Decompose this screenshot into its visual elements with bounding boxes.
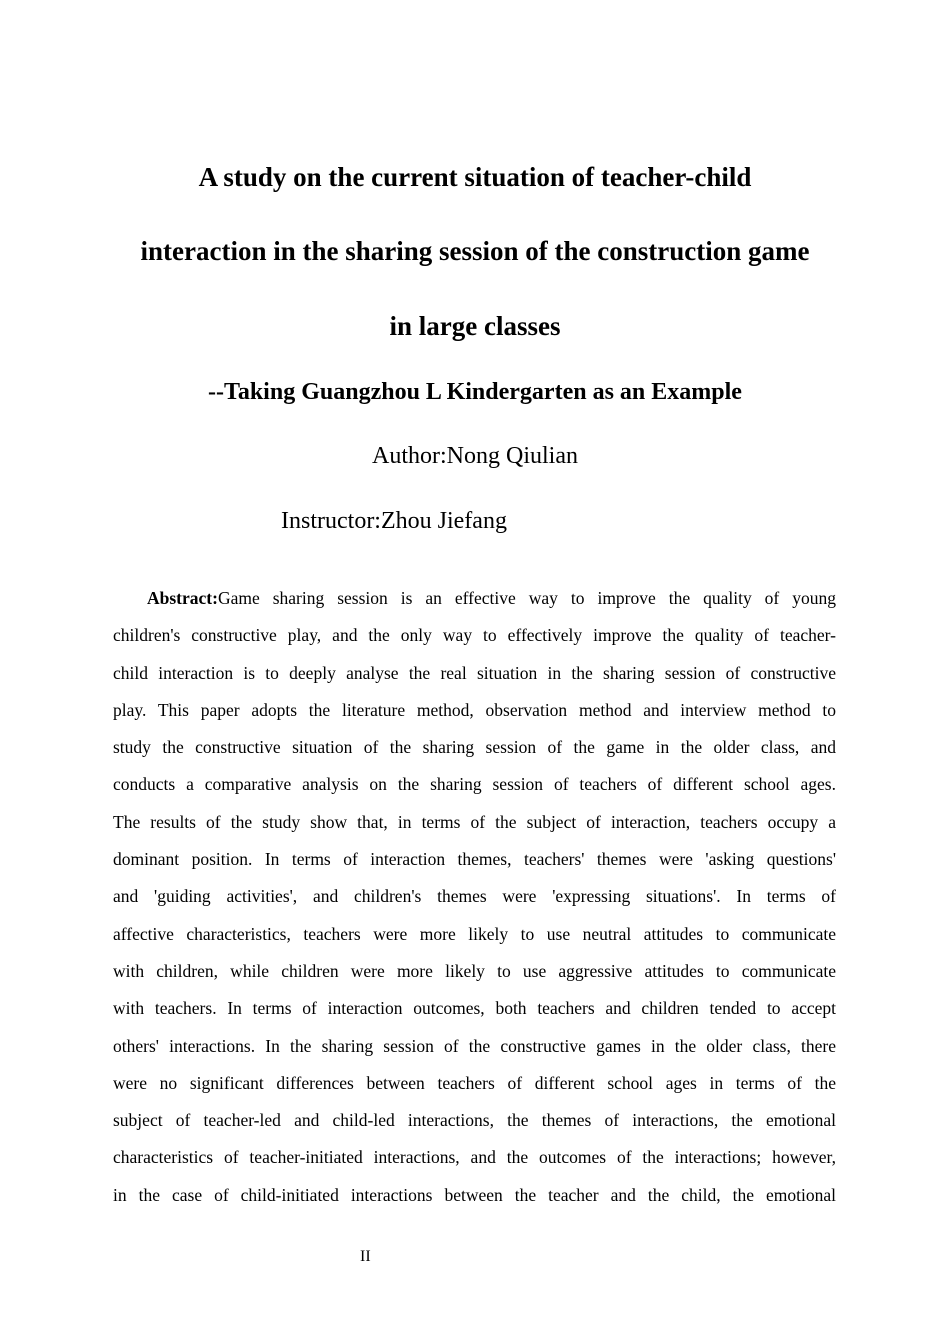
abstract-line-text: Game sharing session is an effective way to improve the quality of young (217, 588, 836, 608)
abstract-line: conducts a comparative analysis on the sharing session of teachers of different school ages. (113, 774, 836, 795)
abstract-line: dominant position. In terms of interaction themes, teachers' themes were 'asking questions' (113, 849, 836, 870)
abstract-line: others' interactions. In the sharing session of the constructive games in the older class, there (113, 1035, 836, 1056)
abstract-line: play. This paper adopts the literature method, observation method and interview method to (113, 699, 836, 720)
author-line: Author:Nong Qiulian (372, 443, 578, 469)
abstract-label: Abstract: (147, 588, 218, 608)
page-number: II (360, 1248, 371, 1265)
instructor-line: Instructor:Zhou Jiefang (281, 508, 507, 534)
abstract-line: were no significant differences between teachers of different school ages in terms of the (113, 1072, 836, 1093)
abstract-line: in the case of child-initiated interactions between the teacher and the child, the emotional (113, 1184, 836, 1205)
abstract-line: The results of the study show that, in terms of the subject of interaction, teachers occupy a (113, 811, 836, 832)
abstract-line: characteristics of teacher-initiated interactions, and the outcomes of the interactions; however, (113, 1147, 836, 1168)
abstract-line: and 'guiding activities', and children's themes were 'expressing situations'. In terms of (113, 886, 836, 907)
abstract-line: child interaction is to deeply analyse the real situation in the sharing session of constructive (113, 662, 836, 683)
abstract-line: affective characteristics, teachers were more likely to use neutral attitudes to communicate (113, 923, 836, 944)
abstract-line: with teachers. In terms of interaction outcomes, both teachers and children tended to accept (113, 998, 836, 1019)
abstract-line: subject of teacher-led and child-led interactions, the themes of interactions, the emotional (113, 1110, 836, 1131)
title-line-2: interaction in the sharing session of the construction game (140, 236, 810, 266)
abstract-line: with children, while children were more likely to use aggressive attitudes to communicate (113, 960, 836, 981)
abstract-paragraph (113, 580, 836, 1214)
abstract-line (113, 580, 836, 617)
title-line-1: A study on the current situation of teacher-child (198, 162, 752, 192)
abstract-line: study the constructive situation of the sharing session of the game in the older class, and (113, 737, 836, 758)
title-line-3: in large classes (389, 311, 561, 341)
subtitle: --Taking Guangzhou L Kindergarten as an Example (208, 379, 742, 405)
abstract-line: children's constructive play, and the only way to effectively improve the quality of teacher- (113, 625, 836, 646)
